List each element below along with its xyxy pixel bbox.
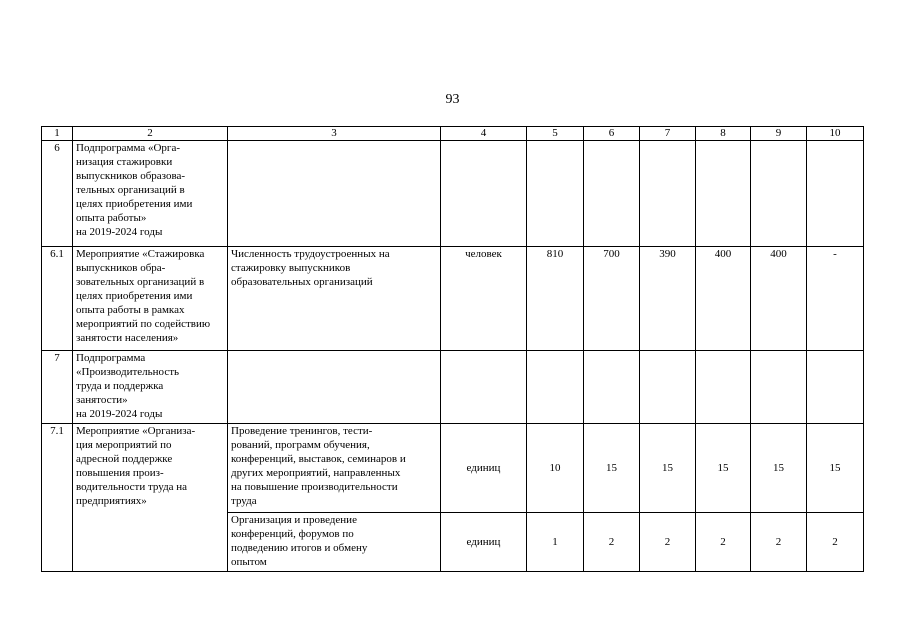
text-line: целях приобретения ими: [76, 198, 193, 210]
text-line: ция мероприятий по: [76, 439, 172, 451]
program-name: [73, 424, 228, 572]
row-number: 6.1: [42, 247, 73, 351]
text-line: на повышение производительности: [231, 481, 398, 493]
text-line: мероприятий по содействию: [76, 318, 211, 330]
text-line: выпускников обра-: [76, 262, 166, 274]
row-number: 7: [42, 351, 73, 424]
text-line: подведению итогов и обмену: [231, 542, 368, 554]
text-line: на 2019-2024 годы: [76, 408, 163, 420]
text-line: занятости»: [76, 394, 128, 406]
value-cell: 2: [696, 513, 751, 572]
text-line: образовательных организаций: [231, 276, 373, 288]
value-cell: 700: [584, 247, 640, 351]
unit-cell: единиц: [441, 513, 527, 572]
value-cell: 15: [751, 424, 807, 513]
program-name: [73, 141, 228, 247]
indicator-cell: [228, 513, 441, 572]
text-line: Мероприятие «Организа-: [76, 425, 196, 437]
text-line: занятости населения»: [76, 332, 179, 344]
text-line: Организация и проведение: [231, 514, 357, 526]
program-name: [73, 247, 228, 351]
text-line: конференций, выставок, семинаров и: [231, 453, 406, 465]
text-line: других мероприятий, направленных: [231, 467, 401, 479]
text-line: низация стажировки: [76, 156, 173, 168]
value-cell: [807, 351, 864, 424]
value-cell: 15: [584, 424, 640, 513]
text-line: конференций, форумов по: [231, 528, 354, 540]
value-cell: [696, 351, 751, 424]
unit-cell: [441, 351, 527, 424]
header-cell: 7: [640, 127, 696, 141]
text-line: Мероприятие «Стажировка: [76, 248, 205, 260]
text-line: тельных организаций в: [76, 184, 185, 196]
text-line: зовательных организаций в: [76, 276, 205, 288]
unit-cell: [441, 141, 527, 247]
header-row: [42, 127, 864, 141]
value-cell: 2: [640, 513, 696, 572]
table-row: [42, 424, 864, 513]
row-number: 6: [42, 141, 73, 247]
text-line: Численность трудоустроенных на: [231, 248, 390, 260]
unit-cell: человек: [441, 247, 527, 351]
text-line: водительности труда на: [76, 481, 188, 493]
header-cell: 9: [751, 127, 807, 141]
text-line: выпускников образова-: [76, 170, 186, 182]
value-cell: [696, 141, 751, 247]
value-cell: [527, 351, 584, 424]
table-row: [42, 351, 864, 424]
text-line: труда и поддержка: [76, 380, 164, 392]
header-cell: 4: [441, 127, 527, 141]
text-line: Проведение тренингов, тести-: [231, 425, 373, 437]
value-cell: 15: [696, 424, 751, 513]
value-cell: [807, 141, 864, 247]
text-line: Подпрограмма: [76, 352, 146, 364]
table-row: [42, 247, 864, 351]
header-cell: 6: [584, 127, 640, 141]
value-cell: [640, 141, 696, 247]
indicators-table: [41, 126, 864, 572]
value-cell: [584, 351, 640, 424]
value-cell: 810: [527, 247, 584, 351]
value-cell: 2: [751, 513, 807, 572]
text-line: на 2019-2024 годы: [76, 226, 163, 238]
text-line: «Производительность: [76, 366, 180, 378]
value-cell: [584, 141, 640, 247]
text-line: адресной поддержке: [76, 453, 173, 465]
unit-cell: единиц: [441, 424, 527, 513]
value-cell: 10: [527, 424, 584, 513]
text-line: повышения произ-: [76, 467, 164, 479]
text-line: труда: [231, 495, 257, 507]
text-line: целях приобретения ими: [76, 290, 193, 302]
value-cell: [751, 141, 807, 247]
value-cell: 2: [807, 513, 864, 572]
page-number: 93: [445, 92, 460, 107]
value-cell: 15: [807, 424, 864, 513]
header-cell: 8: [696, 127, 751, 141]
value-cell: [527, 141, 584, 247]
header-cell: 5: [527, 127, 584, 141]
value-cell: 400: [751, 247, 807, 351]
value-cell: 1: [527, 513, 584, 572]
header-cell: 3: [228, 127, 441, 141]
indicator-cell: [228, 247, 441, 351]
text-line: опытом: [231, 556, 267, 568]
value-cell: 2: [584, 513, 640, 572]
row-number: 7.1: [42, 424, 73, 572]
text-line: опыта работы»: [76, 212, 147, 224]
table-row: [42, 141, 864, 247]
value-cell: 400: [696, 247, 751, 351]
indicator-cell: [228, 424, 441, 513]
header-cell: 2: [73, 127, 228, 141]
text-line: рований, программ обучения,: [231, 439, 370, 451]
text-line: опыта работы в рамках: [76, 304, 185, 316]
indicator-cell: [228, 141, 441, 247]
header-cell: 10: [807, 127, 864, 141]
value-cell: 15: [640, 424, 696, 513]
text-line: Подпрограмма «Орга-: [76, 142, 180, 154]
value-cell: 390: [640, 247, 696, 351]
program-name: [73, 351, 228, 424]
indicator-cell: [228, 351, 441, 424]
header-cell: 1: [42, 127, 73, 141]
value-cell: [751, 351, 807, 424]
text-line: стажировку выпускников: [231, 262, 351, 274]
value-cell: -: [807, 247, 864, 351]
text-line: предприятиях»: [76, 495, 147, 507]
value-cell: [640, 351, 696, 424]
